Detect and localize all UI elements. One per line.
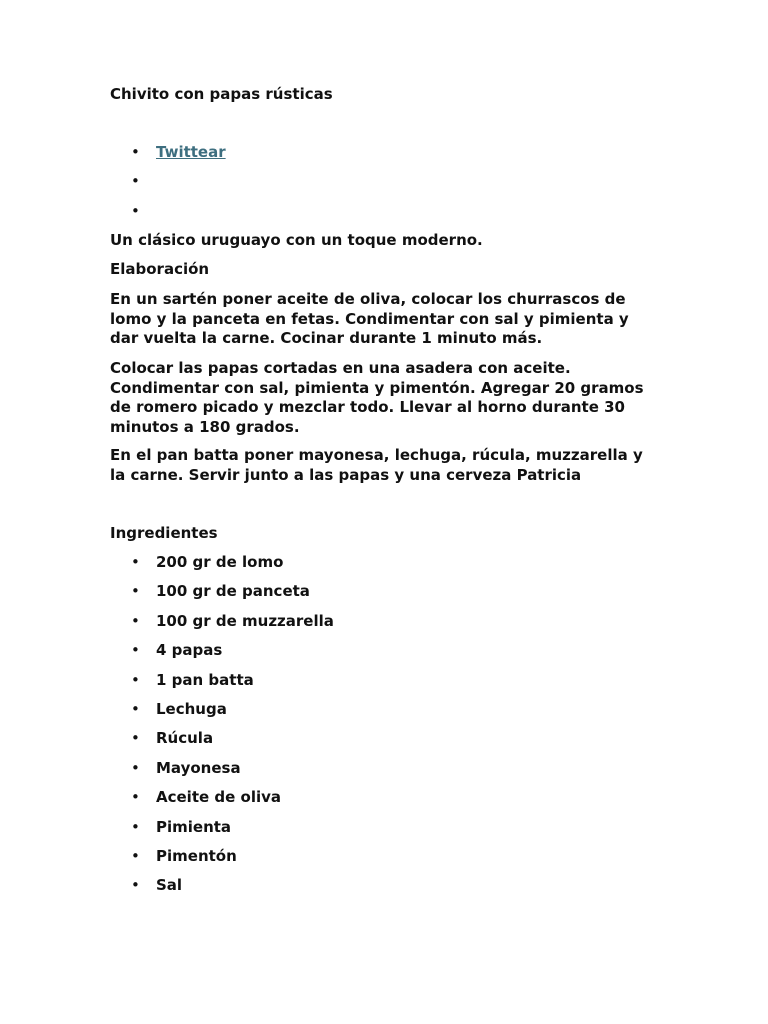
social-share-list (110, 143, 226, 231)
elaboration-heading: Elaboración (110, 260, 210, 278)
recipe-intro: Un clásico uruguayo con un toque moderno. (110, 231, 483, 249)
ingredient-item: • Aceite de oliva (110, 788, 334, 807)
elaboration-paragraph-3: En el pan batta poner mayonesa, lechuga, rúcula, muzzarella y la carne. Servir junto a las papas y una cerveza Patricia (110, 446, 643, 484)
elaboration-paragraph-1: En un sartén poner aceite de oliva, colocar los churrascos de lomo y la panceta en fetas. Condimentar con sal y pimienta y dar vuelta la carne. Cocinar durante 1 minuto más. (110, 290, 629, 347)
ingredient-item: • Pimienta (110, 818, 334, 837)
ingredient-item: • 1 pan batta (110, 671, 334, 690)
list-item (110, 202, 226, 221)
ingredients-list (110, 553, 334, 906)
ingredient-item: • Sal (110, 876, 334, 895)
ingredients-heading: Ingredientes (110, 524, 218, 542)
recipe-title: Chivito con papas rústicas (110, 85, 333, 103)
list-item (110, 172, 226, 191)
tweet-link[interactable]: Twittear (156, 143, 226, 161)
list-item (110, 143, 226, 162)
elaboration-paragraph-2: Colocar las papas cortadas en una asadera con aceite. Condimentar con sal, pimienta y pimentón. Agregar 20 gramos de romero picado y mezclar todo. Llevar al horno durante 30 minutos a 180 grados. (110, 359, 644, 436)
ingredient-item: • Mayonesa (110, 759, 334, 778)
ingredient-item: • 4 papas (110, 641, 334, 660)
ingredient-item: • 100 gr de panceta (110, 582, 334, 601)
ingredient-item: • 100 gr de muzzarella (110, 612, 334, 631)
ingredient-item: • Rúcula (110, 729, 334, 748)
ingredient-item: • Pimentón (110, 847, 334, 866)
ingredient-item: • Lechuga (110, 700, 334, 719)
ingredient-item: • 200 gr de lomo (110, 553, 334, 572)
